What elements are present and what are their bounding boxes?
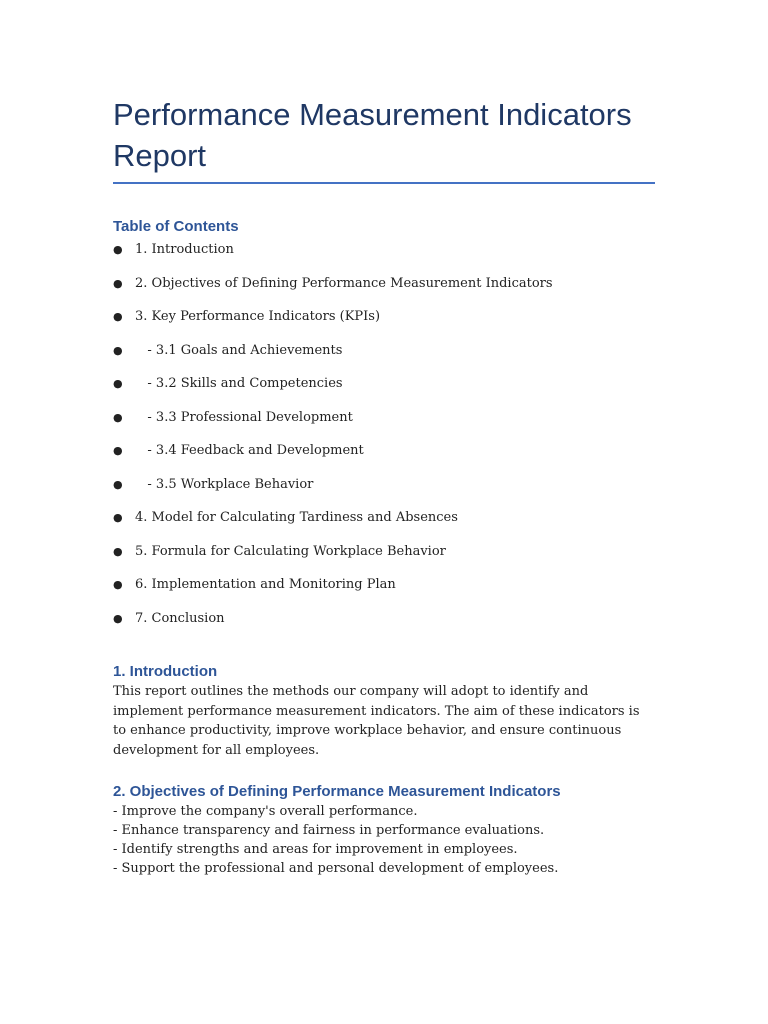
introduction-heading: 1. Introduction — [113, 663, 218, 680]
document-title: Performance Measurement Indicators Report — [113, 94, 655, 184]
toc-item — [113, 544, 655, 578]
toc-item-label: - 3.4 Feedback and Development — [135, 443, 364, 458]
objective-item: - Identify strengths and areas for improvement in employees. — [113, 842, 518, 857]
bullet-icon: ● — [113, 377, 123, 390]
bullet-icon: ● — [113, 611, 123, 625]
toc-item-label: 3. Key Performance Indicators (KPIs) — [135, 309, 381, 324]
document-page — [113, 94, 655, 878]
toc-item — [113, 477, 655, 511]
toc-item-label: - 3.1 Goals and Achievements — [135, 342, 343, 358]
toc-heading: Table of Contents — [113, 218, 239, 235]
bullet-icon: ● — [113, 343, 123, 357]
objective-item: - Support the professional and personal development of employees. — [113, 861, 559, 876]
toc-item-label: - 3.2 Skills and Competencies — [135, 376, 343, 391]
toc-item — [113, 443, 655, 477]
bullet-icon: ● — [113, 544, 123, 558]
toc-item — [113, 510, 655, 544]
bullet-icon: ● — [113, 511, 123, 524]
toc-item-label: 6. Implementation and Monitoring Plan — [135, 577, 396, 592]
toc-item-label: 7. Conclusion — [135, 610, 225, 626]
bullet-icon: ● — [113, 276, 123, 290]
introduction-body: This report outlines the methods our company will adopt to identify and implement performance measurement indicators. The aim of these indicators is to enhance productivity, improve workplace behavior, and ensure continuous development for all employees. — [113, 684, 640, 758]
toc-item — [113, 276, 655, 310]
toc-item — [113, 376, 655, 410]
toc-item — [113, 309, 655, 343]
toc-item-label: 5. Formula for Calculating Workplace Behavior — [135, 543, 446, 559]
bullet-icon: ● — [113, 444, 123, 457]
toc-item — [113, 577, 655, 611]
table-of-contents — [113, 242, 655, 644]
toc-item-label: - 3.3 Professional Development — [135, 409, 353, 425]
objectives-list — [113, 802, 655, 878]
bullet-icon: ● — [113, 310, 123, 323]
objective-item: - Improve the company's overall performance. — [113, 804, 418, 819]
toc-item — [113, 242, 655, 276]
toc-item — [113, 611, 655, 645]
toc-item-label: 4. Model for Calculating Tardiness and Absences — [135, 510, 458, 525]
bullet-icon: ● — [113, 410, 123, 424]
objective-item: - Enhance transparency and fairness in performance evaluations. — [113, 823, 545, 838]
toc-item — [113, 410, 655, 444]
toc-item — [113, 343, 655, 377]
toc-item-label: - 3.5 Workplace Behavior — [135, 476, 314, 492]
toc-item-label: 2. Objectives of Defining Performance Measurement Indicators — [135, 275, 553, 291]
bullet-icon: ● — [113, 578, 123, 591]
bullet-icon: ● — [113, 243, 123, 256]
toc-item-label: 1. Introduction — [135, 242, 234, 257]
objectives-heading: 2. Objectives of Defining Performance Measurement Indicators — [113, 783, 561, 800]
bullet-icon: ● — [113, 477, 123, 491]
